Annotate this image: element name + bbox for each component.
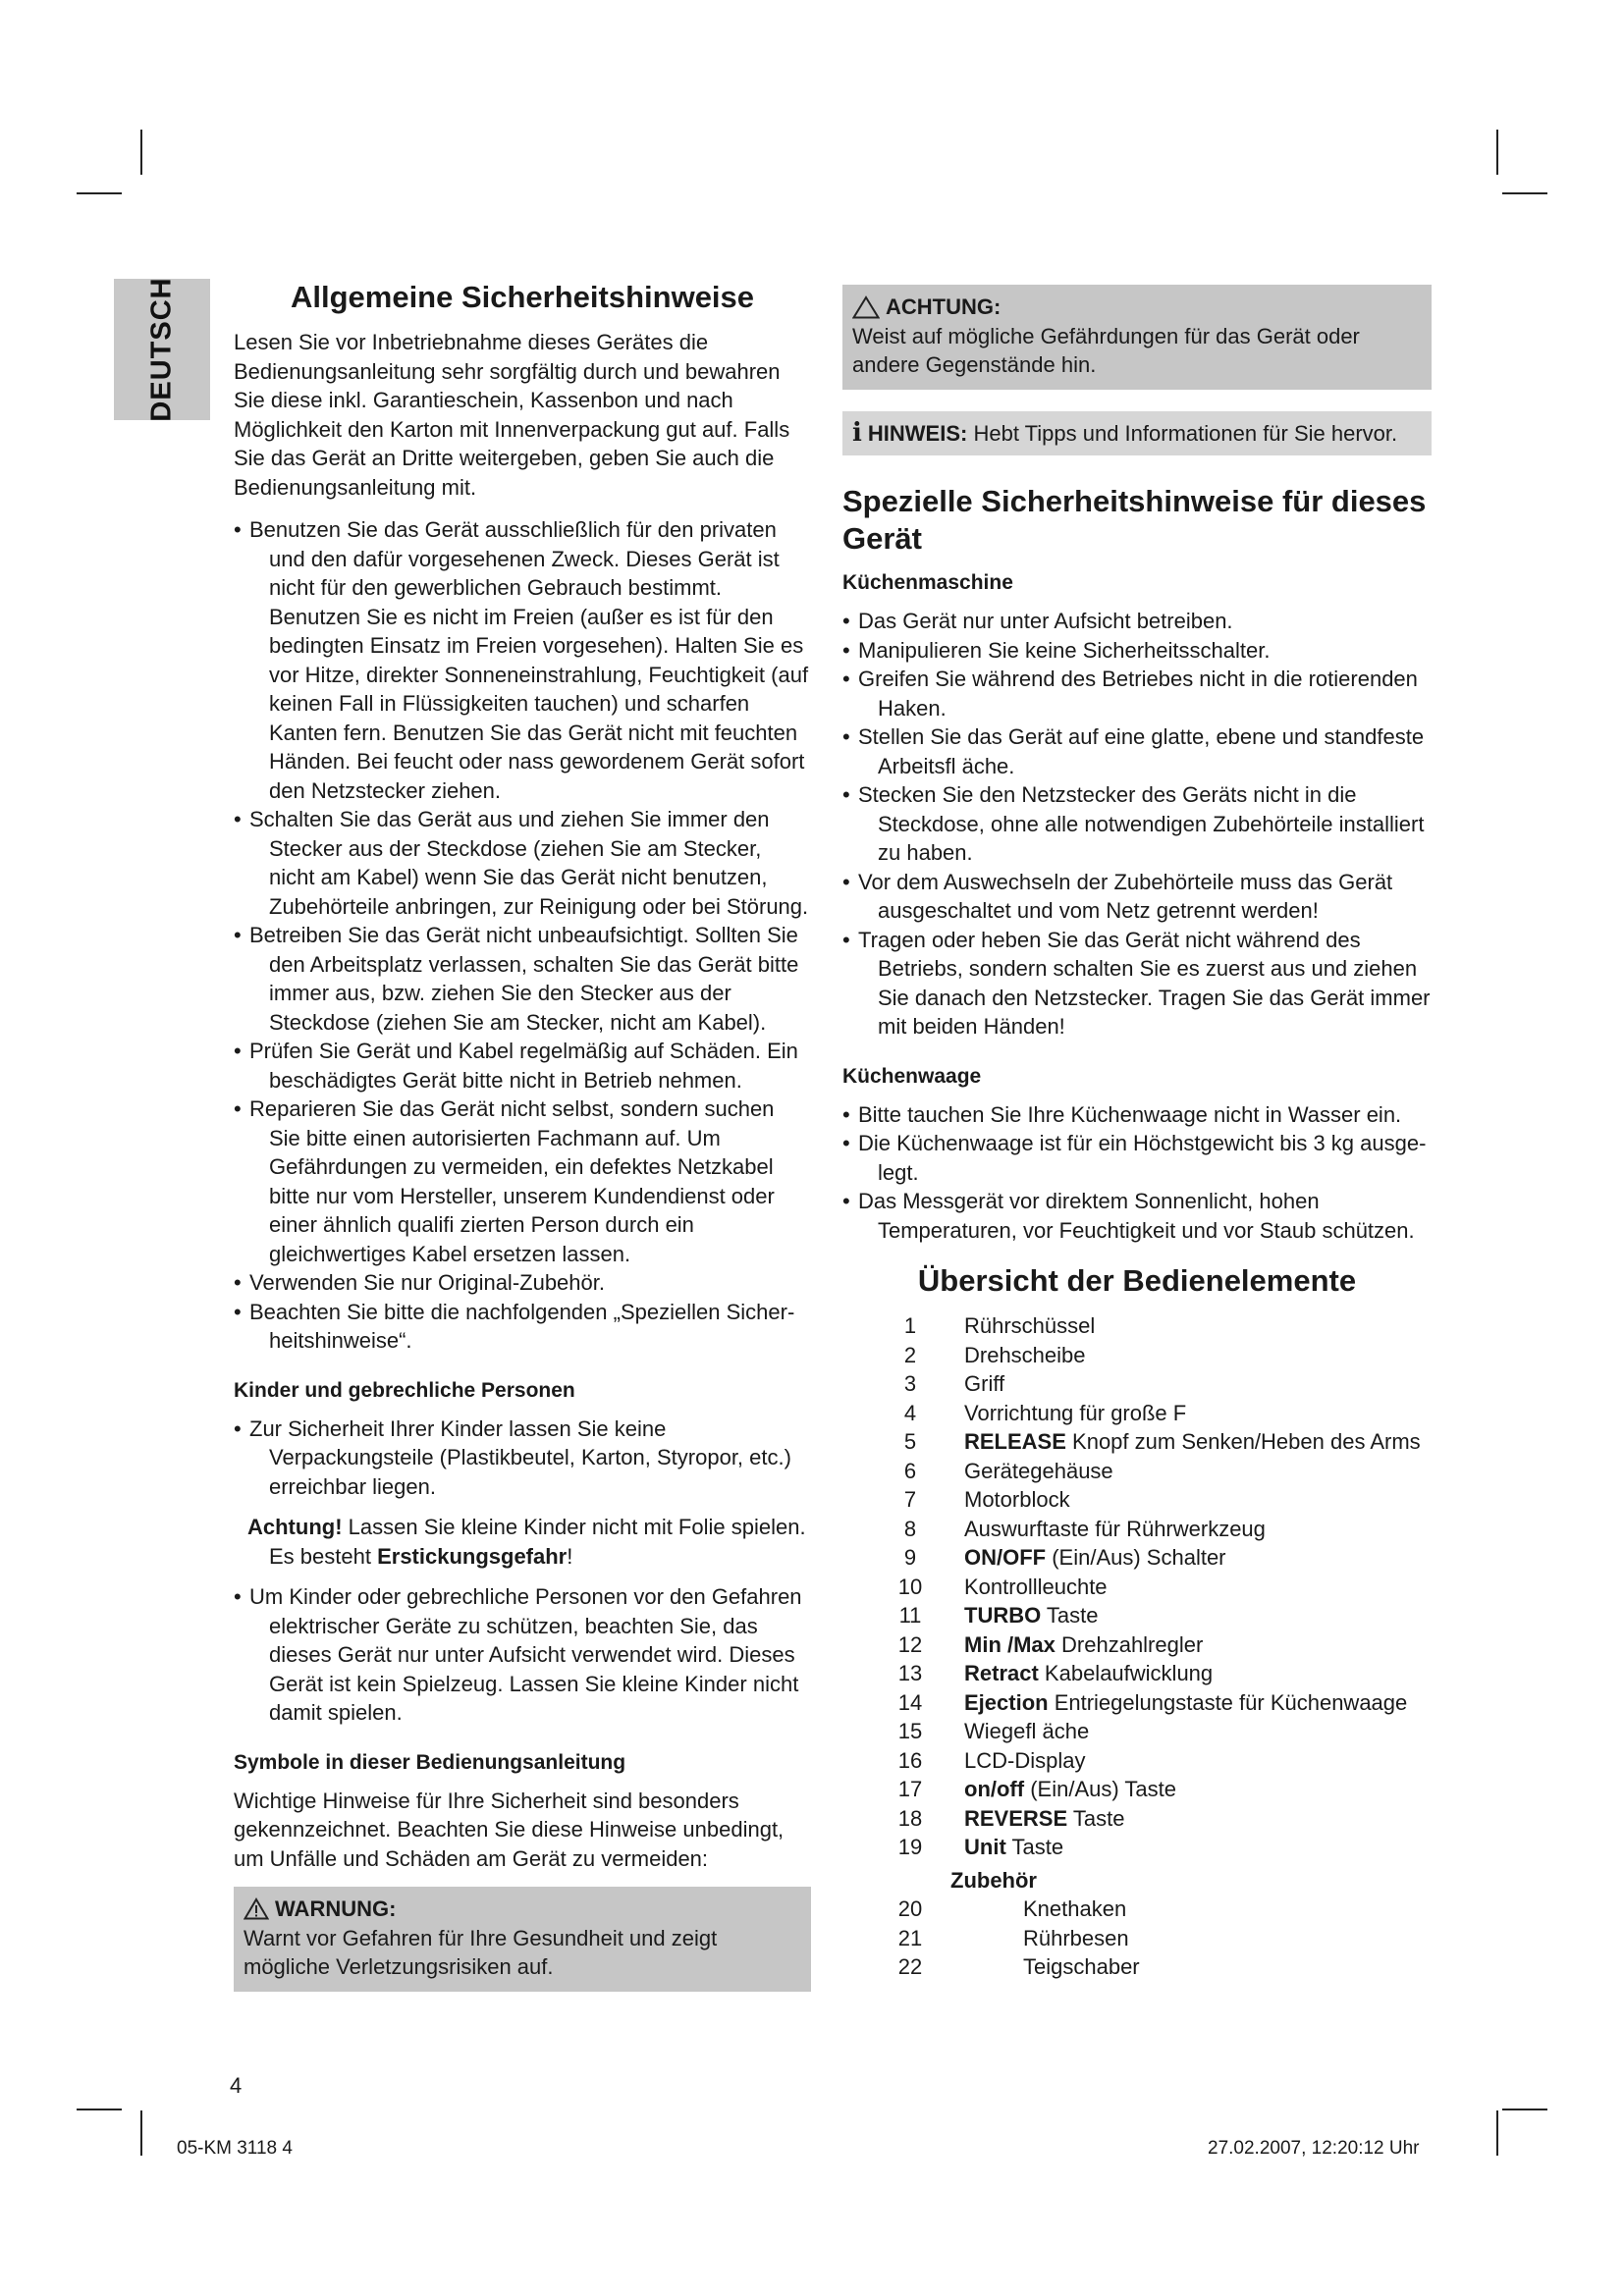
item-number: 6 bbox=[903, 1458, 917, 1483]
achtung-text: Lassen Sie kleine Kinder nicht mit Folie spielen. Es besteht bbox=[269, 1515, 806, 1569]
list-item: • Bitte tauchen Sie Ihre Küchenwaage nicht in Wasser ein. bbox=[842, 1100, 1432, 1130]
achtung-title: ACHTUNG: bbox=[886, 294, 1001, 319]
list-item bbox=[856, 1924, 1432, 1953]
achtung-box bbox=[842, 285, 1432, 390]
list-item bbox=[856, 1573, 1432, 1602]
list-item bbox=[856, 1688, 1432, 1718]
item-label-bold: Ejection bbox=[964, 1689, 1049, 1715]
item-number: 14 bbox=[897, 1689, 923, 1715]
item-label-text: Entriegelungstaste für Küchenwaage bbox=[1048, 1689, 1408, 1715]
item-number: 1 bbox=[903, 1313, 917, 1338]
item-label bbox=[964, 1659, 1432, 1688]
hinweis-box bbox=[842, 411, 1432, 456]
language-label: DEUTSCH bbox=[145, 277, 178, 422]
item-number: 7 bbox=[903, 1487, 917, 1512]
list-item bbox=[856, 1717, 1432, 1746]
list-item bbox=[856, 1485, 1432, 1515]
item-number: 16 bbox=[897, 1747, 923, 1773]
crop-mark bbox=[1502, 2109, 1547, 2110]
list-item: • Tragen oder heben Sie das Gerät nicht während des Betriebs, sondern schalten Sie es zuerst aus und ziehen Sie danach den Netzstecker. Tragen Sie das Gerät immer mit beiden Händen! bbox=[842, 926, 1432, 1041]
list-item: • Stellen Sie das Gerät auf eine glatte, ebene und standfeste Arbeitsfl äche. bbox=[842, 722, 1432, 780]
kuechenwaage-list bbox=[842, 1100, 1432, 1246]
list-item: • Greifen Sie während des Betriebes nicht in die rotierenden Haken. bbox=[842, 665, 1432, 722]
warnung-text: Warnt vor Gefahren für Ihre Gesundheit und zeigt mögliche Verletzungsrisiken auf. bbox=[244, 1925, 718, 1979]
item-number: 18 bbox=[897, 1805, 923, 1831]
crop-mark bbox=[1496, 130, 1498, 175]
item-label bbox=[964, 1833, 1432, 1862]
overview-title: Übersicht der Bedienelemente bbox=[917, 1263, 1357, 1298]
item-number: 2 bbox=[903, 1342, 917, 1367]
zubehoer-heading: Zubehör bbox=[950, 1867, 1037, 1893]
intro-paragraph: Lesen Sie vor Inbetriebnahme dieses Gerätes die Bedienungsanleitung sehr sorgfältig durch und bewahren Sie diese inkl. Garantieschein, Kassenbon und nach Möglichkeit den Karton mit Innenverpackung gut auf. Falls Sie das Gerät an Dritte weitergeben, geben Sie auch die Bedienungsanleitung mit. bbox=[234, 330, 790, 500]
item-label: Rührbesen bbox=[1023, 1925, 1129, 1950]
list-item: • Das Messgerät vor direktem Sonnenlicht, hohen Temperaturen, vor Feuchtigkeit und vor Staub schützen. bbox=[842, 1187, 1432, 1245]
item-number: 19 bbox=[897, 1835, 923, 1859]
item-label bbox=[964, 1601, 1432, 1630]
item-label: Teigschaber bbox=[1023, 1954, 1140, 1979]
zubehoer-list bbox=[856, 1895, 1432, 1982]
item-label bbox=[964, 1630, 1432, 1660]
footer-right: 27.02.2007, 12:20:12 Uhr bbox=[1208, 2138, 1420, 2159]
list-item bbox=[856, 1543, 1432, 1573]
footer-left: 05-KM 3118 4 bbox=[177, 2138, 293, 2159]
item-label-bold: ON/OFF bbox=[964, 1545, 1047, 1570]
item-number: 3 bbox=[903, 1371, 917, 1396]
list-item: • Schalten Sie das Gerät aus und ziehen Sie immer den Stecker aus der Steckdose (ziehen Sie am Stecker, nicht am Kabel) wenn Sie das Gerät nicht benutzen, Zubehörteile anbringen, zur Reinigung oder bei Störung. bbox=[234, 805, 811, 921]
item-label: Motorblock bbox=[964, 1487, 1070, 1512]
right-column bbox=[842, 279, 1432, 1982]
hinweis-title: HINWEIS: bbox=[867, 420, 968, 446]
item-label: Griff bbox=[964, 1371, 1005, 1396]
item-label: Vorrichtung für große F bbox=[964, 1400, 1187, 1425]
item-label: LCD-Display bbox=[964, 1747, 1086, 1773]
kids-list bbox=[234, 1415, 811, 1502]
list-item bbox=[856, 1833, 1432, 1862]
list-item: • Zur Sicherheit Ihrer Kinder lassen Sie keine Verpackungsteile (Plastikbeutel, Karton, Styropor, etc.) erreichbar liegen. bbox=[234, 1415, 811, 1502]
item-number: 4 bbox=[903, 1400, 917, 1425]
item-label-bold: Min /Max bbox=[964, 1631, 1056, 1657]
item-label-text: Taste bbox=[1041, 1603, 1099, 1628]
list-item: • Prüfen Sie Gerät und Kabel regelmäßig auf Schäden. Ein beschädigtes Gerät bitte nicht in Betrieb nehmen. bbox=[234, 1037, 811, 1095]
zubehoer-heading-row bbox=[842, 1866, 1432, 1896]
achtung-label: Achtung! bbox=[247, 1515, 343, 1539]
kuechenmaschine-heading: Küchenmaschine bbox=[842, 571, 1013, 594]
list-item bbox=[856, 1601, 1432, 1630]
item-label: Rührschüssel bbox=[964, 1313, 1096, 1338]
achtung-strong: Erstickungsgefahr bbox=[377, 1543, 568, 1569]
item-label: Kontrollleuchte bbox=[964, 1574, 1108, 1599]
item-label: Knethaken bbox=[1023, 1896, 1127, 1921]
info-icon: i bbox=[852, 417, 862, 448]
achtung-text: Weist auf mögliche Gefährdungen für das Gerät oder andere Gegenstände hin. bbox=[852, 323, 1360, 377]
item-number: 13 bbox=[897, 1661, 923, 1685]
list-item bbox=[856, 1399, 1432, 1428]
item-number: 8 bbox=[903, 1516, 917, 1541]
list-item bbox=[856, 1804, 1432, 1834]
general-safety-list bbox=[234, 515, 811, 1356]
list-item bbox=[856, 1952, 1432, 1982]
item-label: Wiegefl äche bbox=[964, 1719, 1090, 1743]
symbols-heading: Symbole in dieser Bedienungsanleitung bbox=[234, 1750, 626, 1774]
list-item bbox=[856, 1311, 1432, 1341]
item-label-text: (Ein/Aus) Taste bbox=[1024, 1777, 1176, 1801]
item-number: 9 bbox=[903, 1545, 917, 1570]
item-number: 21 bbox=[897, 1925, 923, 1950]
list-item: • Benutzen Sie das Gerät ausschließlich für den privaten und den dafür vorgesehenen Zweck. Dieses Gerät ist nicht für den gewerblichen Gebrauch bestimmt. Benutzen Sie es nicht im Freien (außer es ist für den bedingten Einsatz im Freien vorgesehen). Halten Sie es vor Hitze, direkter Sonneneinstrahlung, Feuchtigkeit (auf keinen Fall in Flüssigkeiten tauchen) und scharfen Kanten fern. Benutzen Sie das Gerät nicht mit feuchten Händen. Bei feucht oder nass gewordenem Gerät sofort den Netzstecker ziehen. bbox=[234, 515, 811, 805]
list-item: • Stecken Sie den Netzstecker des Geräts nicht in die Steckdose, ohne alle notwendigen Zubehörteile installiert zu haben. bbox=[842, 780, 1432, 868]
item-label-text: Knopf zum Senken/Heben des Arms bbox=[1065, 1429, 1421, 1454]
list-item: • Betreiben Sie das Gerät nicht unbeaufsichtigt. Sollten Sie den Arbeitsplatz verlassen, schalten Sie das Gerät bitte immer aus, bzw. ziehen Sie den Stecker aus der Steckdose (ziehen Sie am Stecker, nicht am Kabel). bbox=[234, 921, 811, 1037]
crop-mark bbox=[77, 192, 122, 194]
item-label bbox=[964, 1543, 1432, 1573]
item-label-text: Drehzahlregler bbox=[1055, 1631, 1204, 1657]
item-number: 12 bbox=[897, 1631, 923, 1657]
achtung-end: ! bbox=[567, 1543, 573, 1569]
list-item: • Beachten Sie bitte die nachfolgenden „Speziellen Sicherheitshinweise“. bbox=[234, 1298, 811, 1356]
symbols-paragraph: Wichtige Hinweise für Ihre Sicherheit sind besonders gekennzeichnet. Beachten Sie diese Hinweise unbedingt, um Unfälle und Schäden am Gerät zu vermeiden: bbox=[234, 1788, 785, 1871]
item-label: Drehscheibe bbox=[964, 1342, 1086, 1367]
item-label-text: Taste bbox=[1067, 1805, 1125, 1831]
list-item bbox=[856, 1457, 1432, 1486]
crop-mark bbox=[1502, 192, 1547, 194]
caution-triangle-icon bbox=[852, 295, 880, 319]
item-number: 20 bbox=[897, 1896, 923, 1921]
list-item bbox=[856, 1427, 1432, 1457]
list-item bbox=[856, 1341, 1432, 1370]
list-item: • Das Gerät nur unter Aufsicht betreiben. bbox=[842, 607, 1432, 636]
list-item bbox=[856, 1775, 1432, 1804]
list-item bbox=[856, 1630, 1432, 1660]
item-label-text: (Ein/Aus) Schalter bbox=[1046, 1545, 1226, 1570]
item-number: 10 bbox=[897, 1574, 923, 1599]
left-column bbox=[234, 279, 811, 2003]
language-tab bbox=[114, 279, 210, 420]
item-label: Gerätegehäuse bbox=[964, 1458, 1113, 1483]
item-label-bold: REVERSE bbox=[964, 1805, 1068, 1831]
item-label-text: Taste bbox=[1005, 1835, 1064, 1859]
list-item: • Reparieren Sie das Gerät nicht selbst, sondern suchen Sie bitte einen autorisierten Fachmann auf. Um Gefährdungen zu vermeiden, ein defektes Netzkabel bitte nur vom Hersteller, unserem Kundendienst oder einer ähnlich qualifi zierten Person durch ein gleichwertiges Kabel ersetzen lassen. bbox=[234, 1095, 811, 1268]
list-item bbox=[856, 1515, 1432, 1544]
item-label-text: Kabelaufwicklung bbox=[1038, 1661, 1214, 1685]
item-number: 22 bbox=[897, 1954, 923, 1979]
item-label-bold: RELEASE bbox=[964, 1429, 1066, 1454]
item-number: 11 bbox=[898, 1603, 922, 1628]
item-number: 15 bbox=[897, 1719, 923, 1743]
warnung-box bbox=[234, 1887, 811, 1992]
item-number: 17 bbox=[897, 1777, 923, 1801]
list-item: • Vor dem Auswechseln der Zubehörteile muss das Gerät ausgeschaltet und vom Netz getrennt werden! bbox=[842, 868, 1432, 926]
list-item bbox=[856, 1369, 1432, 1399]
kuechenmaschine-list bbox=[842, 607, 1432, 1041]
list-item: • Die Küchenwaage ist für ein Höchstgewicht bis 3 kg ausgelegt. bbox=[842, 1129, 1432, 1187]
item-label-bold: Retract bbox=[964, 1661, 1039, 1685]
item-label bbox=[964, 1427, 1432, 1457]
crop-mark bbox=[140, 2110, 142, 2156]
special-safety-title: Spezielle Sicherheitshinweise für dieses Gerät bbox=[842, 484, 1427, 556]
crop-mark bbox=[77, 2109, 122, 2110]
achtung-note bbox=[247, 1513, 811, 1571]
list-item: • Verwenden Sie nur Original-Zubehör. bbox=[234, 1268, 811, 1298]
item-label-bold: TURBO bbox=[964, 1603, 1042, 1628]
overview-list bbox=[856, 1311, 1432, 1862]
list-item bbox=[856, 1659, 1432, 1688]
item-label bbox=[964, 1688, 1432, 1718]
item-label-bold: on/off bbox=[964, 1777, 1025, 1801]
list-item bbox=[856, 1895, 1432, 1924]
item-label bbox=[964, 1804, 1432, 1834]
crop-mark bbox=[1496, 2110, 1498, 2156]
kids-list-2 bbox=[234, 1582, 811, 1728]
list-item: • Um Kinder oder gebrechliche Personen vor den Gefahren elektrischer Geräte zu schützen, beachten Sie, das dieses Gerät nur unter Aufsicht verwendet wird. Dieses Gerät ist kein Spielzeug. Lassen Sie kleine Kinder nicht damit spielen. bbox=[234, 1582, 811, 1728]
warning-triangle-icon bbox=[244, 1897, 269, 1920]
hinweis-text: Hebt Tipps und Informationen für Sie hervor. bbox=[967, 420, 1398, 446]
item-number: 5 bbox=[903, 1429, 917, 1454]
kids-heading: Kinder und gebrechliche Personen bbox=[234, 1378, 575, 1402]
general-safety-title: Allgemeine Sicherheitshinweise bbox=[290, 280, 755, 314]
warnung-title: WARNUNG: bbox=[275, 1896, 397, 1921]
item-label: Auswurftaste für Rührwerkzeug bbox=[964, 1516, 1266, 1541]
page-number: 4 bbox=[230, 2073, 243, 2098]
list-item: • Manipulieren Sie keine Sicherheitsschalter. bbox=[842, 636, 1432, 666]
list-item bbox=[856, 1746, 1432, 1776]
item-label-bold: Unit bbox=[964, 1835, 1006, 1859]
kuechenwaage-heading: Küchenwaage bbox=[842, 1064, 982, 1088]
crop-mark bbox=[140, 130, 142, 175]
item-label bbox=[964, 1775, 1432, 1804]
